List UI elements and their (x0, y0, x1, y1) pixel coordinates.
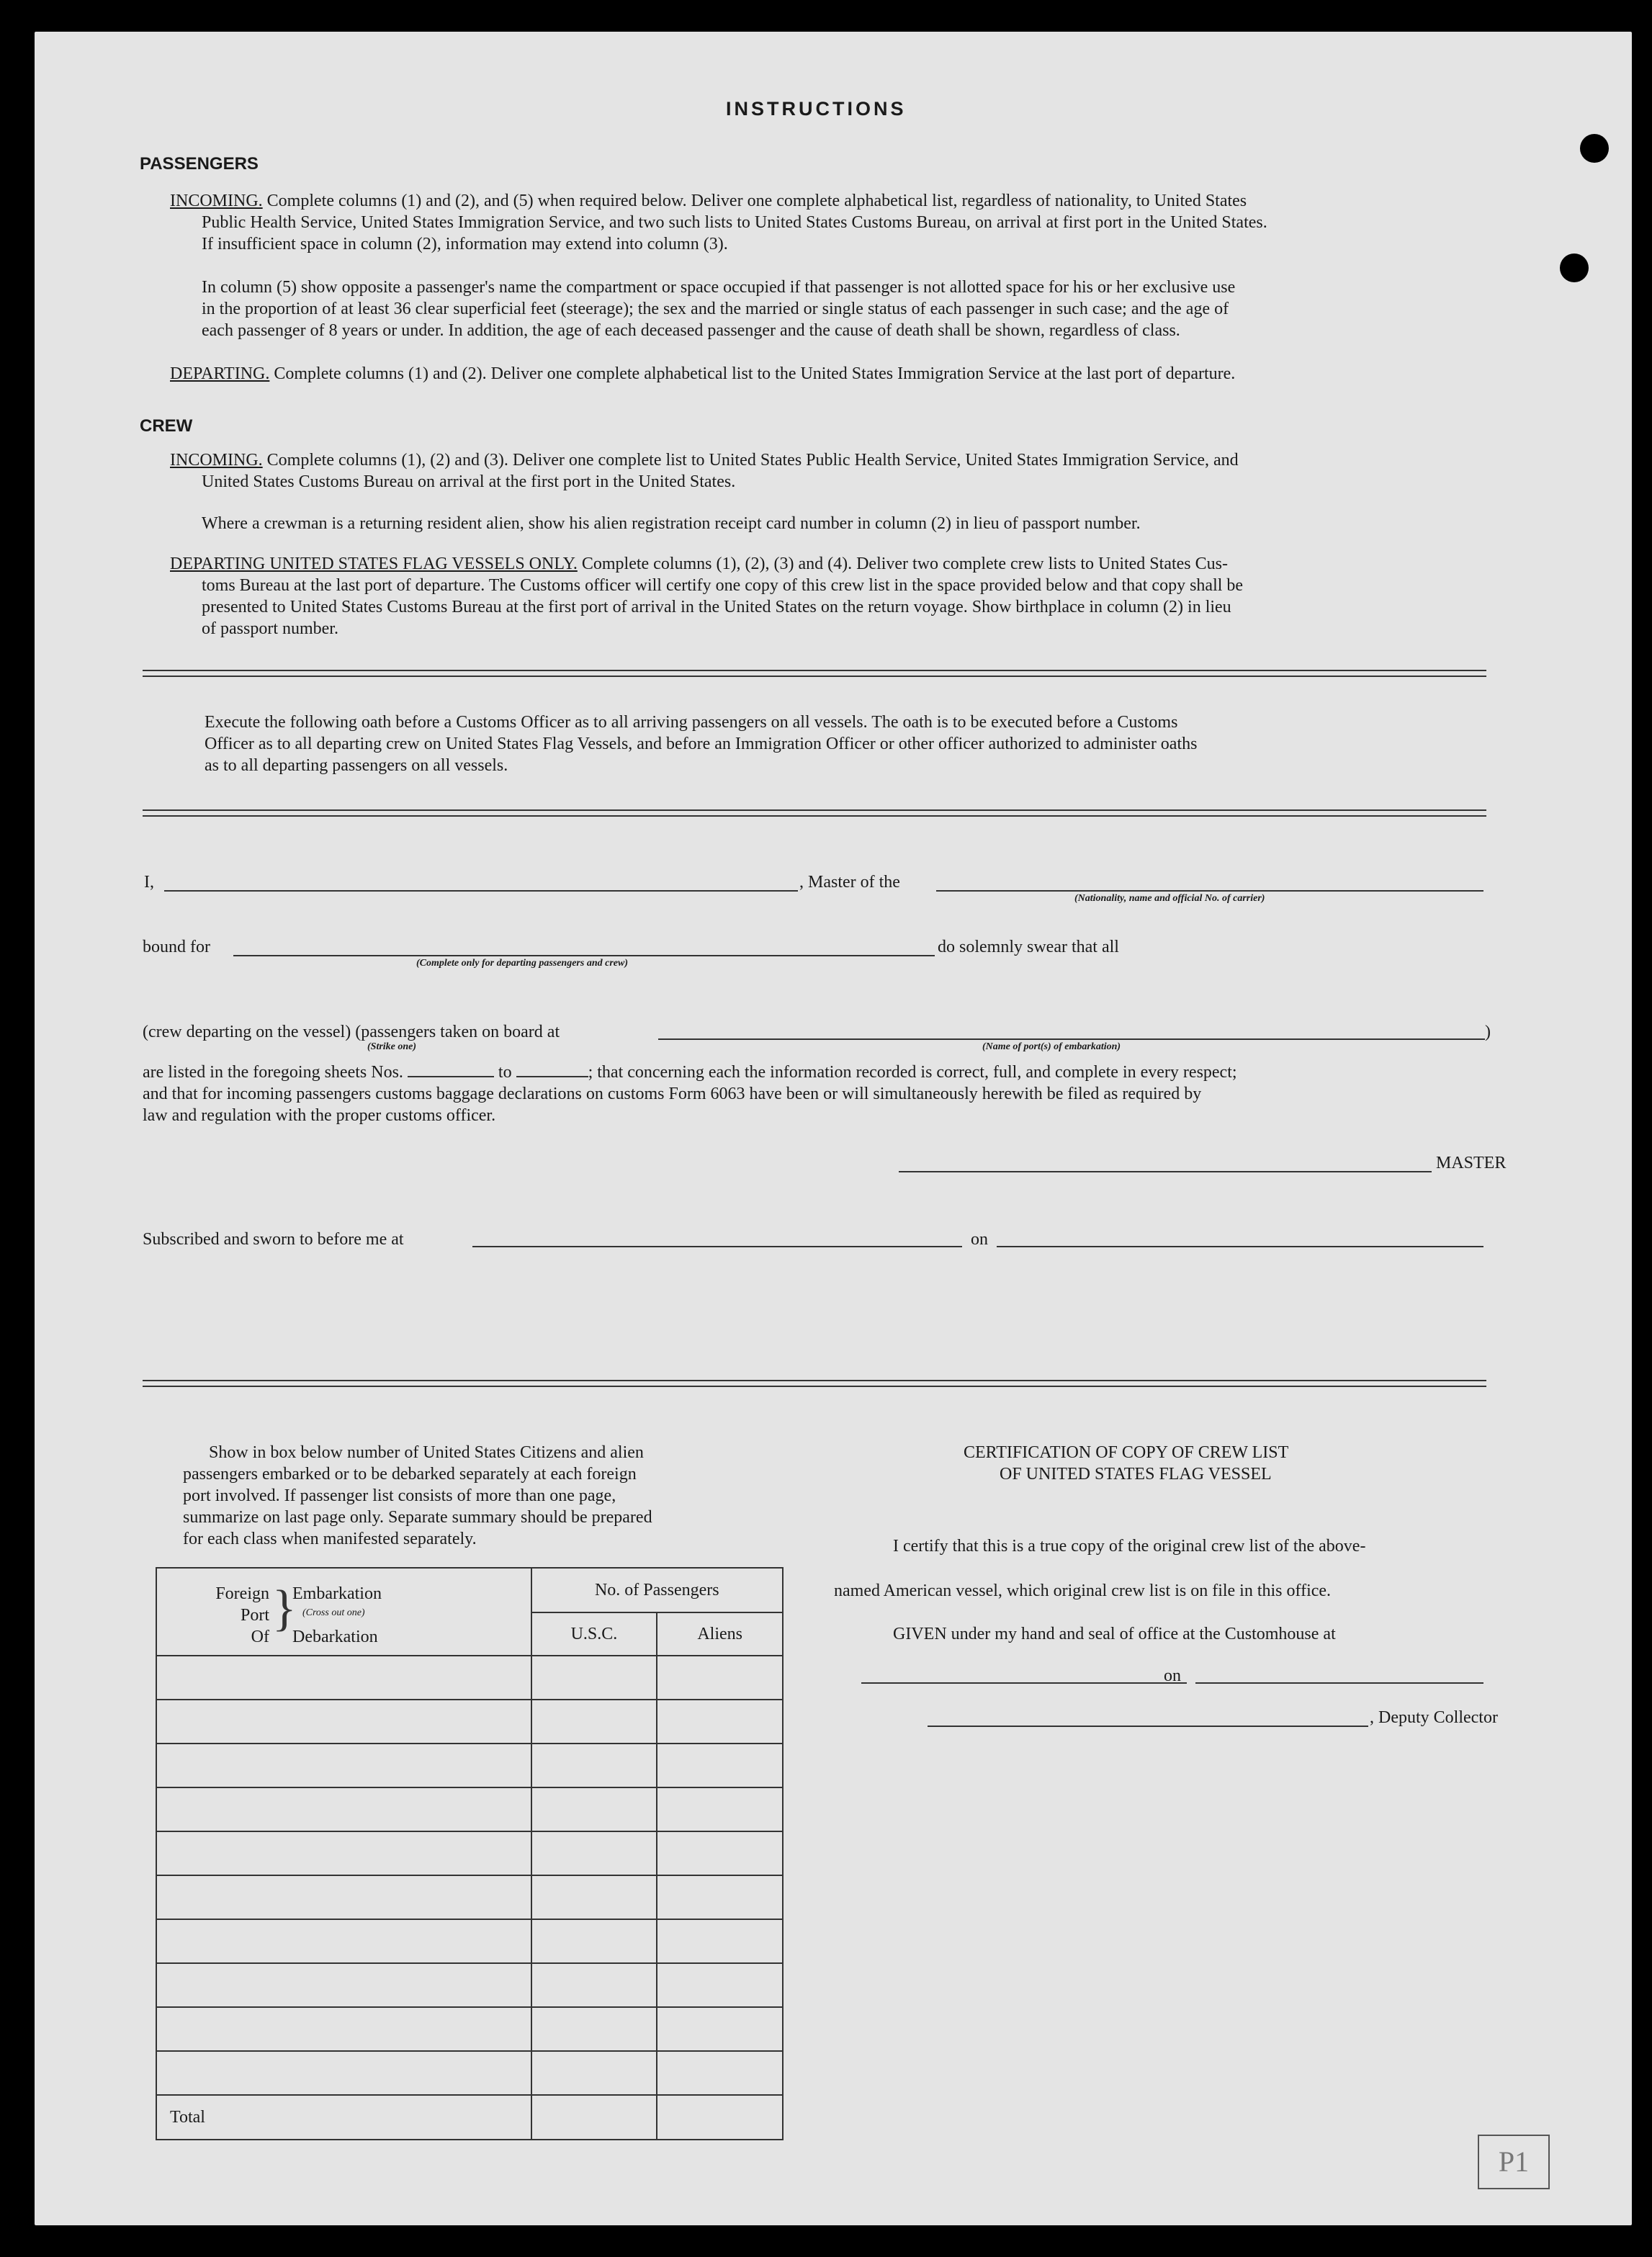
certification-title-1: CERTIFICATION OF COPY OF CREW LIST (964, 1443, 1289, 1462)
aliens-cell[interactable] (657, 2051, 783, 2095)
foreign-label: Foreign (215, 1584, 269, 1603)
passengers-incoming-line3: If insufficient space in column (2), information may extend into column (3). (202, 235, 728, 253)
summary-line2: passengers embarked or to be debarked separately at each foreign (183, 1465, 637, 1484)
usc-cell[interactable] (531, 1919, 657, 1963)
certification-on: on (1164, 1666, 1181, 1685)
oath-intro-line1: Execute the following oath before a Customs Officer as to all arriving passengers on all vessels. The oath is to be executed before a Customs (205, 713, 1178, 732)
crew-incoming-text: Complete columns (1), (2) and (3). Deliver one complete list to United States Public Health Service, United States Immigration Service, and (266, 451, 1239, 470)
crew-departing-text: (crew departing on the vessel) (passengers taken on board at (143, 1023, 560, 1041)
departing-text: Complete columns (1) and (2). Deliver one complete alphabetical list to the United States Immigration Service at the last port of departure. (274, 364, 1236, 383)
to-label: to (498, 1063, 512, 1082)
master-label: MASTER (1436, 1154, 1507, 1172)
column5-line2: in the proportion of at least 36 clear superficial feet (steerage); the sex and the married or single status of each passenger in such case; and the age of (202, 300, 1229, 318)
sworn-place-field[interactable] (472, 1246, 962, 1247)
usc-header: U.S.C. (531, 1612, 657, 1656)
close-paren: ) (1485, 1023, 1491, 1041)
crew-departing (170, 553, 1228, 575)
crew-incoming (170, 449, 1239, 471)
punch-hole (1560, 253, 1589, 282)
usc-cell[interactable] (531, 2007, 657, 2051)
page-stamp-text: P1 (1498, 2145, 1530, 2178)
aliens-cell[interactable] (657, 1963, 783, 2007)
aliens-cell[interactable] (657, 1656, 783, 1700)
of-label: Of (251, 1628, 269, 1646)
carrier-field[interactable] (936, 890, 1483, 892)
usc-total-cell[interactable] (531, 2095, 657, 2140)
aliens-cell[interactable] (657, 1919, 783, 1963)
usc-cell[interactable] (531, 1831, 657, 1875)
column5-line3: each passenger of 8 years or under. In addition, the age of each deceased passenger and the cause of death shall be shown, regardless of class. (202, 321, 1180, 340)
crew-incoming-line2: United States Customs Bureau on arrival at the first port in the United States. (202, 472, 736, 491)
crew-departing-text: Complete columns (1), (2), (3) and (4). Deliver two complete crew lists to United States Cus- (581, 555, 1228, 573)
passengers-departing (170, 363, 1235, 385)
master-name-field[interactable] (164, 890, 798, 892)
crew-resident-alien: Where a crewman is a returning resident alien, show his alien registration receipt card number in column (2) in lieu of passport number. (202, 514, 1141, 533)
cross-out-label: (Cross out one) (302, 1607, 365, 1618)
aliens-cell[interactable] (657, 2007, 783, 2051)
port-cell[interactable] (156, 1700, 531, 1744)
crew-incoming-label: INCOMING. (170, 451, 263, 470)
aliens-cell[interactable] (657, 1700, 783, 1744)
oath-i: I, (144, 873, 154, 892)
usc-cell[interactable] (531, 1787, 657, 1831)
incoming-label: INCOMING. (170, 192, 263, 210)
port-cell[interactable] (156, 1963, 531, 2007)
usc-cell[interactable] (531, 1875, 657, 1919)
crew-heading: CREW (140, 416, 193, 436)
section-divider (143, 809, 1486, 817)
subscribed-label: Subscribed and sworn to before me at (143, 1230, 404, 1249)
port-cell[interactable] (156, 1831, 531, 1875)
usc-cell[interactable] (531, 1963, 657, 2007)
aliens-cell[interactable] (657, 1831, 783, 1875)
master-signature-field[interactable] (899, 1171, 1432, 1172)
bound-for-label: bound for (143, 938, 210, 956)
ports-field[interactable] (658, 1038, 1485, 1040)
customhouse-field[interactable] (861, 1682, 1187, 1684)
port-cell[interactable] (156, 1919, 531, 1963)
crew-departing-label: DEPARTING UNITED STATES FLAG VESSELS ONLY. (170, 555, 578, 573)
document-page (35, 32, 1632, 2225)
listed-label: are listed in the foregoing sheets Nos. (143, 1063, 403, 1082)
summary-line5: for each class when manifested separately. (183, 1530, 477, 1548)
column5-line1: In column (5) show opposite a passenger's name the compartment or space occupied if that passenger is not allotted space for his or her exclusive use (202, 278, 1236, 297)
passengers-incoming-line2: Public Health Service, United States Immigration Service, and two such lists to United States Customs Bureau, on arrival at first port in the United States. (202, 213, 1267, 232)
port-cell[interactable] (156, 1875, 531, 1919)
port-cell[interactable] (156, 1656, 531, 1700)
deputy-collector-label: , Deputy Collector (1370, 1708, 1498, 1727)
aliens-header: Aliens (657, 1612, 783, 1656)
page-stamp (1478, 2135, 1550, 2189)
bound-for-caption: (Complete only for departing passengers and crew) (416, 958, 628, 969)
crew-departing-line4: of passport number. (202, 619, 338, 638)
listed-text (143, 1062, 1237, 1083)
oath-intro-line3: as to all departing passengers on all vessels. (205, 756, 508, 775)
summary-line4: summarize on last page only. Separate summary should be prepared (183, 1508, 652, 1527)
aliens-cell[interactable] (657, 1787, 783, 1831)
aliens-cell[interactable] (657, 1875, 783, 1919)
punch-hole (1580, 134, 1609, 163)
ports-caption: (Name of port(s) of embarkation) (982, 1041, 1121, 1052)
usc-cell[interactable] (531, 1744, 657, 1787)
passengers-heading: PASSENGERS (140, 154, 259, 174)
certification-line3: GIVEN under my hand and seal of office at the Customhouse at (893, 1625, 1336, 1643)
port-cell[interactable] (156, 1744, 531, 1787)
carrier-caption: (Nationality, name and official No. of carrier) (1074, 893, 1265, 904)
total-label: Total (156, 2095, 531, 2140)
summary-line1: Show in box below number of United States Citizens and alien (209, 1443, 644, 1462)
crew-departing-line2: toms Bureau at the last port of departure. The Customs officer will certify one copy of this crew list in the space provided below and that copy shall be (202, 576, 1244, 595)
debarkation-label: Debarkation (292, 1628, 378, 1646)
port-header: Foreign Port Of } Embarkation (Cross out one) Debarkation (156, 1568, 531, 1656)
sheet-from-field[interactable] (408, 1063, 494, 1077)
sworn-date-field[interactable] (997, 1246, 1483, 1247)
page-title: INSTRUCTIONS (726, 98, 907, 120)
certification-line2: named American vessel, which original crew list is on file in this office. (834, 1581, 1332, 1600)
deputy-collector-field[interactable] (928, 1726, 1368, 1727)
no-passengers-header: No. of Passengers (531, 1568, 783, 1612)
crew-departing-line3: presented to United States Customs Bureau at the first port of arrival in the United States on the return voyage. Show birthplace in column (2) in lieu (202, 598, 1231, 616)
aliens-cell[interactable] (657, 1744, 783, 1787)
bound-for-field[interactable] (233, 955, 935, 956)
sheet-to-field[interactable] (516, 1063, 588, 1077)
embarkation-label: Embarkation (292, 1584, 382, 1603)
departing-label: DEPARTING. (170, 364, 270, 383)
aliens-total-cell[interactable] (657, 2095, 783, 2140)
summary-line3: port involved. If passenger list consists of more than one page, (183, 1486, 616, 1505)
section-divider (143, 670, 1486, 677)
port-cell[interactable] (156, 2051, 531, 2095)
listed-line3: and that for incoming passengers customs baggage declarations on customs Form 6063 have been or will simultaneously herewith be filed as required by (143, 1085, 1202, 1103)
usc-cell[interactable] (531, 1700, 657, 1744)
oath-intro-line2: Officer as to all departing crew on United States Flag Vessels, and before an Immigration Officer or other officer authorized to administer oaths (205, 735, 1198, 753)
certification-date-field[interactable] (1195, 1682, 1483, 1684)
master-of-the: , Master of the (799, 873, 900, 892)
listed-text-2: ; that concerning each the information recorded is correct, full, and complete in every respect; (588, 1063, 1237, 1082)
certification-title-2: OF UNITED STATES FLAG VESSEL (1000, 1465, 1272, 1484)
port-cell[interactable] (156, 2007, 531, 2051)
certification-line1: I certify that this is a true copy of the original crew list of the above- (893, 1537, 1366, 1556)
sworn-on-label: on (971, 1230, 988, 1249)
listed-line4: law and regulation with the proper customs officer. (143, 1106, 496, 1125)
usc-cell[interactable] (531, 1656, 657, 1700)
port-label: Port (240, 1606, 269, 1625)
section-divider (143, 1380, 1486, 1387)
passenger-summary-table (156, 1567, 784, 2140)
usc-cell[interactable] (531, 2051, 657, 2095)
strike-one-caption: (Strike one) (367, 1041, 417, 1052)
passengers-incoming (170, 190, 1524, 212)
incoming-text: Complete columns (1) and (2), and (5) when required below. Deliver one complete alphabetical list, regardless of nationality, to United States (266, 192, 1247, 210)
port-cell[interactable] (156, 1787, 531, 1831)
swear-text: do solemnly swear that all (938, 938, 1119, 956)
